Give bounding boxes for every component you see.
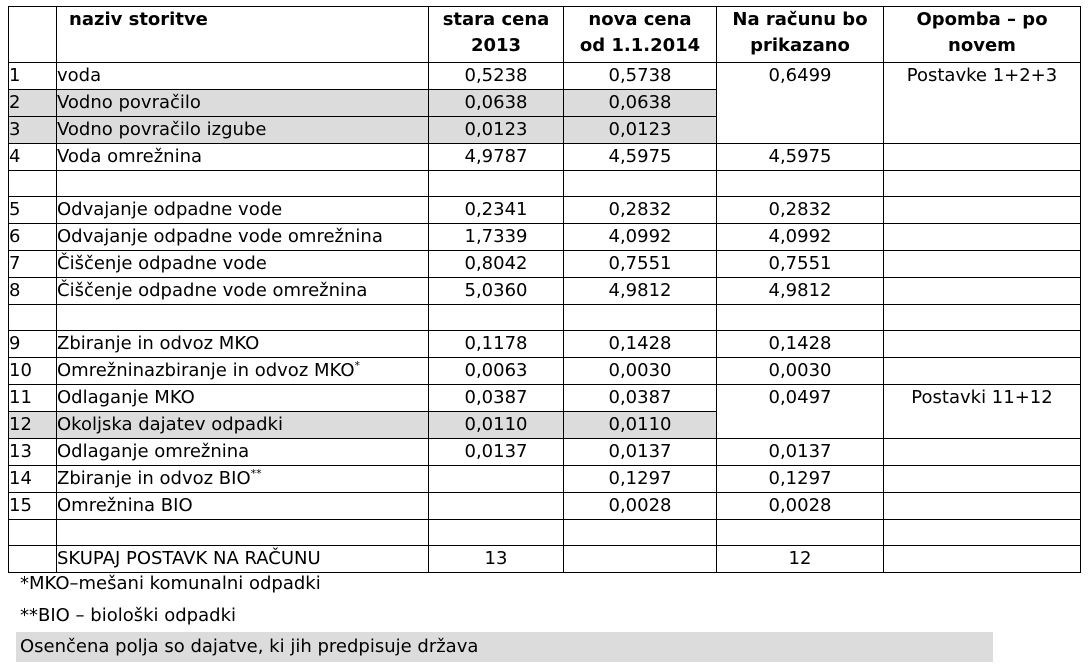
row-old: 0,2341 [429,197,564,224]
row-new: 0,0030 [564,358,717,385]
row-num: 6 [9,224,57,251]
row-note [884,278,1081,305]
row-old: 1,7339 [429,224,564,251]
row-old: 5,0360 [429,278,564,305]
row-name: Odvajanje odpadne vode [57,197,429,224]
row-name: Voda omrežnina [57,144,429,171]
row-note [884,144,1081,171]
row-num: 7 [9,251,57,278]
row-num: 10 [9,358,57,385]
table-row [9,224,1081,251]
row-old: 0,0123 [429,117,564,144]
row-old [429,493,564,520]
row-new: 0,1428 [564,331,717,358]
row-invoice: 0,1297 [717,466,884,493]
row-invoice: 0,1428 [717,331,884,358]
row-name: Odvajanje odpadne vode omrežnina [57,224,429,251]
row-invoice: 0,6499 [717,63,884,144]
row-old: 0,5238 [429,63,564,90]
header-note: Opomba – po novem [884,7,1081,63]
row-num: 9 [9,331,57,358]
total-row [9,546,1081,573]
row-invoice: 0,7551 [717,251,884,278]
row-name: Omrežnina BIO [57,493,429,520]
row-num: 11 [9,385,57,412]
total-label: SKUPAJ POSTAVK NA RAČUNU [57,546,429,573]
row-name: Odlaganje MKO [57,385,429,412]
table-row [9,358,1081,385]
row-num: 13 [9,439,57,466]
table-row [9,493,1081,520]
row-note [884,251,1081,278]
footnote-marker: ** [250,467,262,480]
header-invoice: Na računu bo prikazano [717,7,884,63]
row-name: Vodno povračilo izgube [57,117,429,144]
price-table [8,6,1081,573]
spacer-row [9,520,1081,546]
row-invoice: 0,0030 [717,358,884,385]
row-new: 0,0110 [564,412,717,439]
row-new: 0,5738 [564,63,717,90]
row-note [884,224,1081,251]
footnote-mko: *MKO–mešani komunalni odpadki [20,573,321,594]
row-name: Odlaganje omrežnina [57,439,429,466]
header-name: naziv storitve [57,7,429,63]
total-old: 13 [429,546,564,573]
row-num: 4 [9,144,57,171]
header-old-price: stara cena 2013 [429,7,564,63]
row-new: 4,0992 [564,224,717,251]
table-row [9,466,1081,493]
row-new: 0,0137 [564,439,717,466]
header-new-price: nova cena od 1.1.2014 [564,7,717,63]
row-num: 5 [9,197,57,224]
row-old: 0,1178 [429,331,564,358]
row-num: 8 [9,278,57,305]
row-name: voda [57,63,429,90]
row-new: 0,0387 [564,385,717,412]
row-new: 0,7551 [564,251,717,278]
row-name: Vodno povračilo [57,90,429,117]
spacer-row [9,305,1081,331]
row-name: Zbiranje in odvoz MKO [57,331,429,358]
table-row [9,144,1081,171]
footnote-bio: **BIO – biološki odpadki [20,605,236,626]
table-row [9,385,1081,412]
row-note: Postavki 11+12 [884,385,1081,439]
row-new: 0,0123 [564,117,717,144]
row-note: Postavke 1+2+3 [884,63,1081,144]
row-old: 0,8042 [429,251,564,278]
row-num: 3 [9,117,57,144]
total-new [564,546,717,573]
row-name: Zbiranje in odvoz BIO** [57,466,429,493]
row-note [884,466,1081,493]
row-note [884,493,1081,520]
table-row [9,197,1081,224]
row-note [884,439,1081,466]
row-num: 15 [9,493,57,520]
row-old: 0,0063 [429,358,564,385]
row-old: 0,0638 [429,90,564,117]
total-invoice: 12 [717,546,884,573]
row-num: 2 [9,90,57,117]
row-new: 0,0638 [564,90,717,117]
total-note [884,546,1081,573]
row-new: 0,1297 [564,466,717,493]
row-old: 4,9787 [429,144,564,171]
table-row [9,251,1081,278]
row-invoice: 4,9812 [717,278,884,305]
row-invoice: 0,0137 [717,439,884,466]
footnote-shaded: Osenčena polja so dajatve, ki jih predpisuje država [16,632,993,662]
table-row [9,63,1081,90]
row-invoice: 0,2832 [717,197,884,224]
row-invoice: 4,0992 [717,224,884,251]
row-name: Čiščenje odpadne vode [57,251,429,278]
row-new: 4,9812 [564,278,717,305]
total-num [9,546,57,573]
footnote-marker: * [354,359,361,372]
row-new: 0,0028 [564,493,717,520]
row-num: 12 [9,412,57,439]
table-row [9,439,1081,466]
row-name: Okoljska dajatev odpadki [57,412,429,439]
row-name: Omrežninazbiranje in odvoz MKO* [57,358,429,385]
row-note [884,358,1081,385]
row-num: 14 [9,466,57,493]
row-note [884,331,1081,358]
row-new: 0,2832 [564,197,717,224]
row-new: 4,5975 [564,144,717,171]
spacer-row [9,171,1081,197]
row-invoice: 0,0028 [717,493,884,520]
row-old [429,466,564,493]
row-old: 0,0137 [429,439,564,466]
row-old: 0,0110 [429,412,564,439]
table-row [9,331,1081,358]
row-invoice: 4,5975 [717,144,884,171]
row-invoice: 0,0497 [717,385,884,439]
row-old: 0,0387 [429,385,564,412]
header-num [9,7,57,63]
row-note [884,197,1081,224]
row-name: Čiščenje odpadne vode omrežnina [57,278,429,305]
header-row [9,7,1081,63]
row-num: 1 [9,63,57,90]
table-row [9,278,1081,305]
